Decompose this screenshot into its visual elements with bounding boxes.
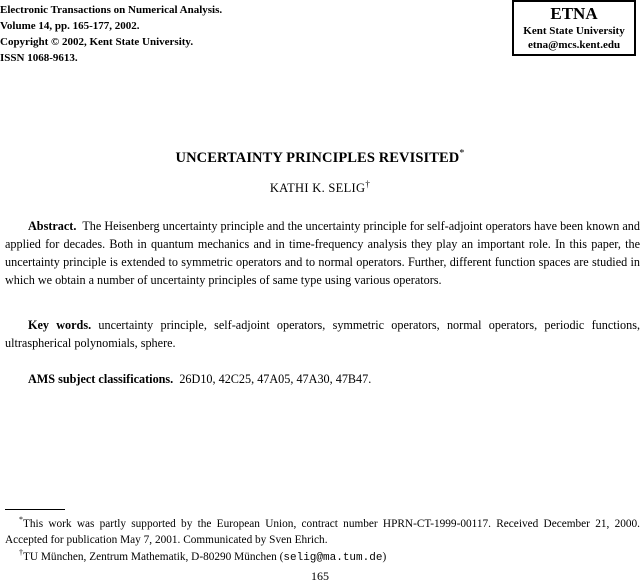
author-name: KATHI K. SELIG: [269, 181, 366, 196]
etna-logo-box: [512, 0, 636, 56]
etna-institution: Kent State University: [523, 25, 625, 37]
abstract-text: The Heisenberg uncertainty principle and the uncertainty principle for self-adjoint operators have been known and applied for decades. Both in quantum mechanics and in time-frequency analysis they play an important role. In this paper, the uncertainty principle is extended to symmetric operators and to normal operators. Further, different function spaces are studied in which we obtain a number of uncertainty principles of same type using various operators.: [5, 219, 640, 287]
copyright-line: Copyright © 2002, Kent State University.: [0, 36, 194, 48]
issn-line: ISSN 1068-9613.: [0, 52, 78, 64]
footnote-funding-text: This work was partly supported by the European Union, contract number HPRN-CT-1999-00117. Received December 21, 2000. Accepted for publication May 7, 2001. Communicated by Sven Ehrich.: [5, 517, 640, 546]
abstract-section: [5, 217, 640, 289]
journal-masthead: [0, 2, 222, 66]
author-footnote-mark: †: [365, 179, 371, 189]
footnote-funding-mark: *: [19, 515, 23, 524]
footnote-funding: [5, 512, 640, 548]
abstract-label: Abstract.: [28, 219, 77, 233]
etna-email[interactable]: etna@mcs.kent.edu: [527, 39, 621, 51]
ams-label: AMS subject classifications.: [28, 372, 174, 386]
footnote-affiliation-close: ): [382, 550, 387, 563]
journal-name: Electronic Transactions on Numerical Analysis.: [0, 4, 223, 16]
keywords-label: Key words.: [28, 318, 92, 332]
keywords-text: uncertainty principle, self-adjoint operators, symmetric operators, normal operators, periodic functions, ultraspherical polynomials, sphere.: [5, 318, 640, 350]
paper-title: [0, 148, 640, 167]
ams-codes: 26D10, 42C25, 47A05, 47A30, 47B47.: [179, 372, 372, 386]
etna-title: ETNA: [550, 4, 598, 23]
paper-title-text: UNCERTAINTY PRINCIPLES REVISITED: [175, 149, 460, 166]
ams-classification-section: [5, 370, 640, 388]
footnote-affiliation-text: TU München, Zentrum Mathematik, D-80290 München (: [23, 550, 284, 563]
volume-info: Volume 14, pp. 165-177, 2002.: [0, 20, 140, 32]
title-footnote-mark: *: [459, 148, 465, 159]
footnote-affiliation: [5, 545, 640, 566]
footnote-affiliation-mark: †: [19, 548, 23, 557]
page-number: 165: [311, 569, 329, 583]
author-email-link[interactable]: selig@ma.tum.de: [283, 551, 383, 564]
keywords-section: [5, 316, 640, 352]
footnote-divider: [5, 509, 65, 510]
paper-author: [0, 179, 640, 196]
